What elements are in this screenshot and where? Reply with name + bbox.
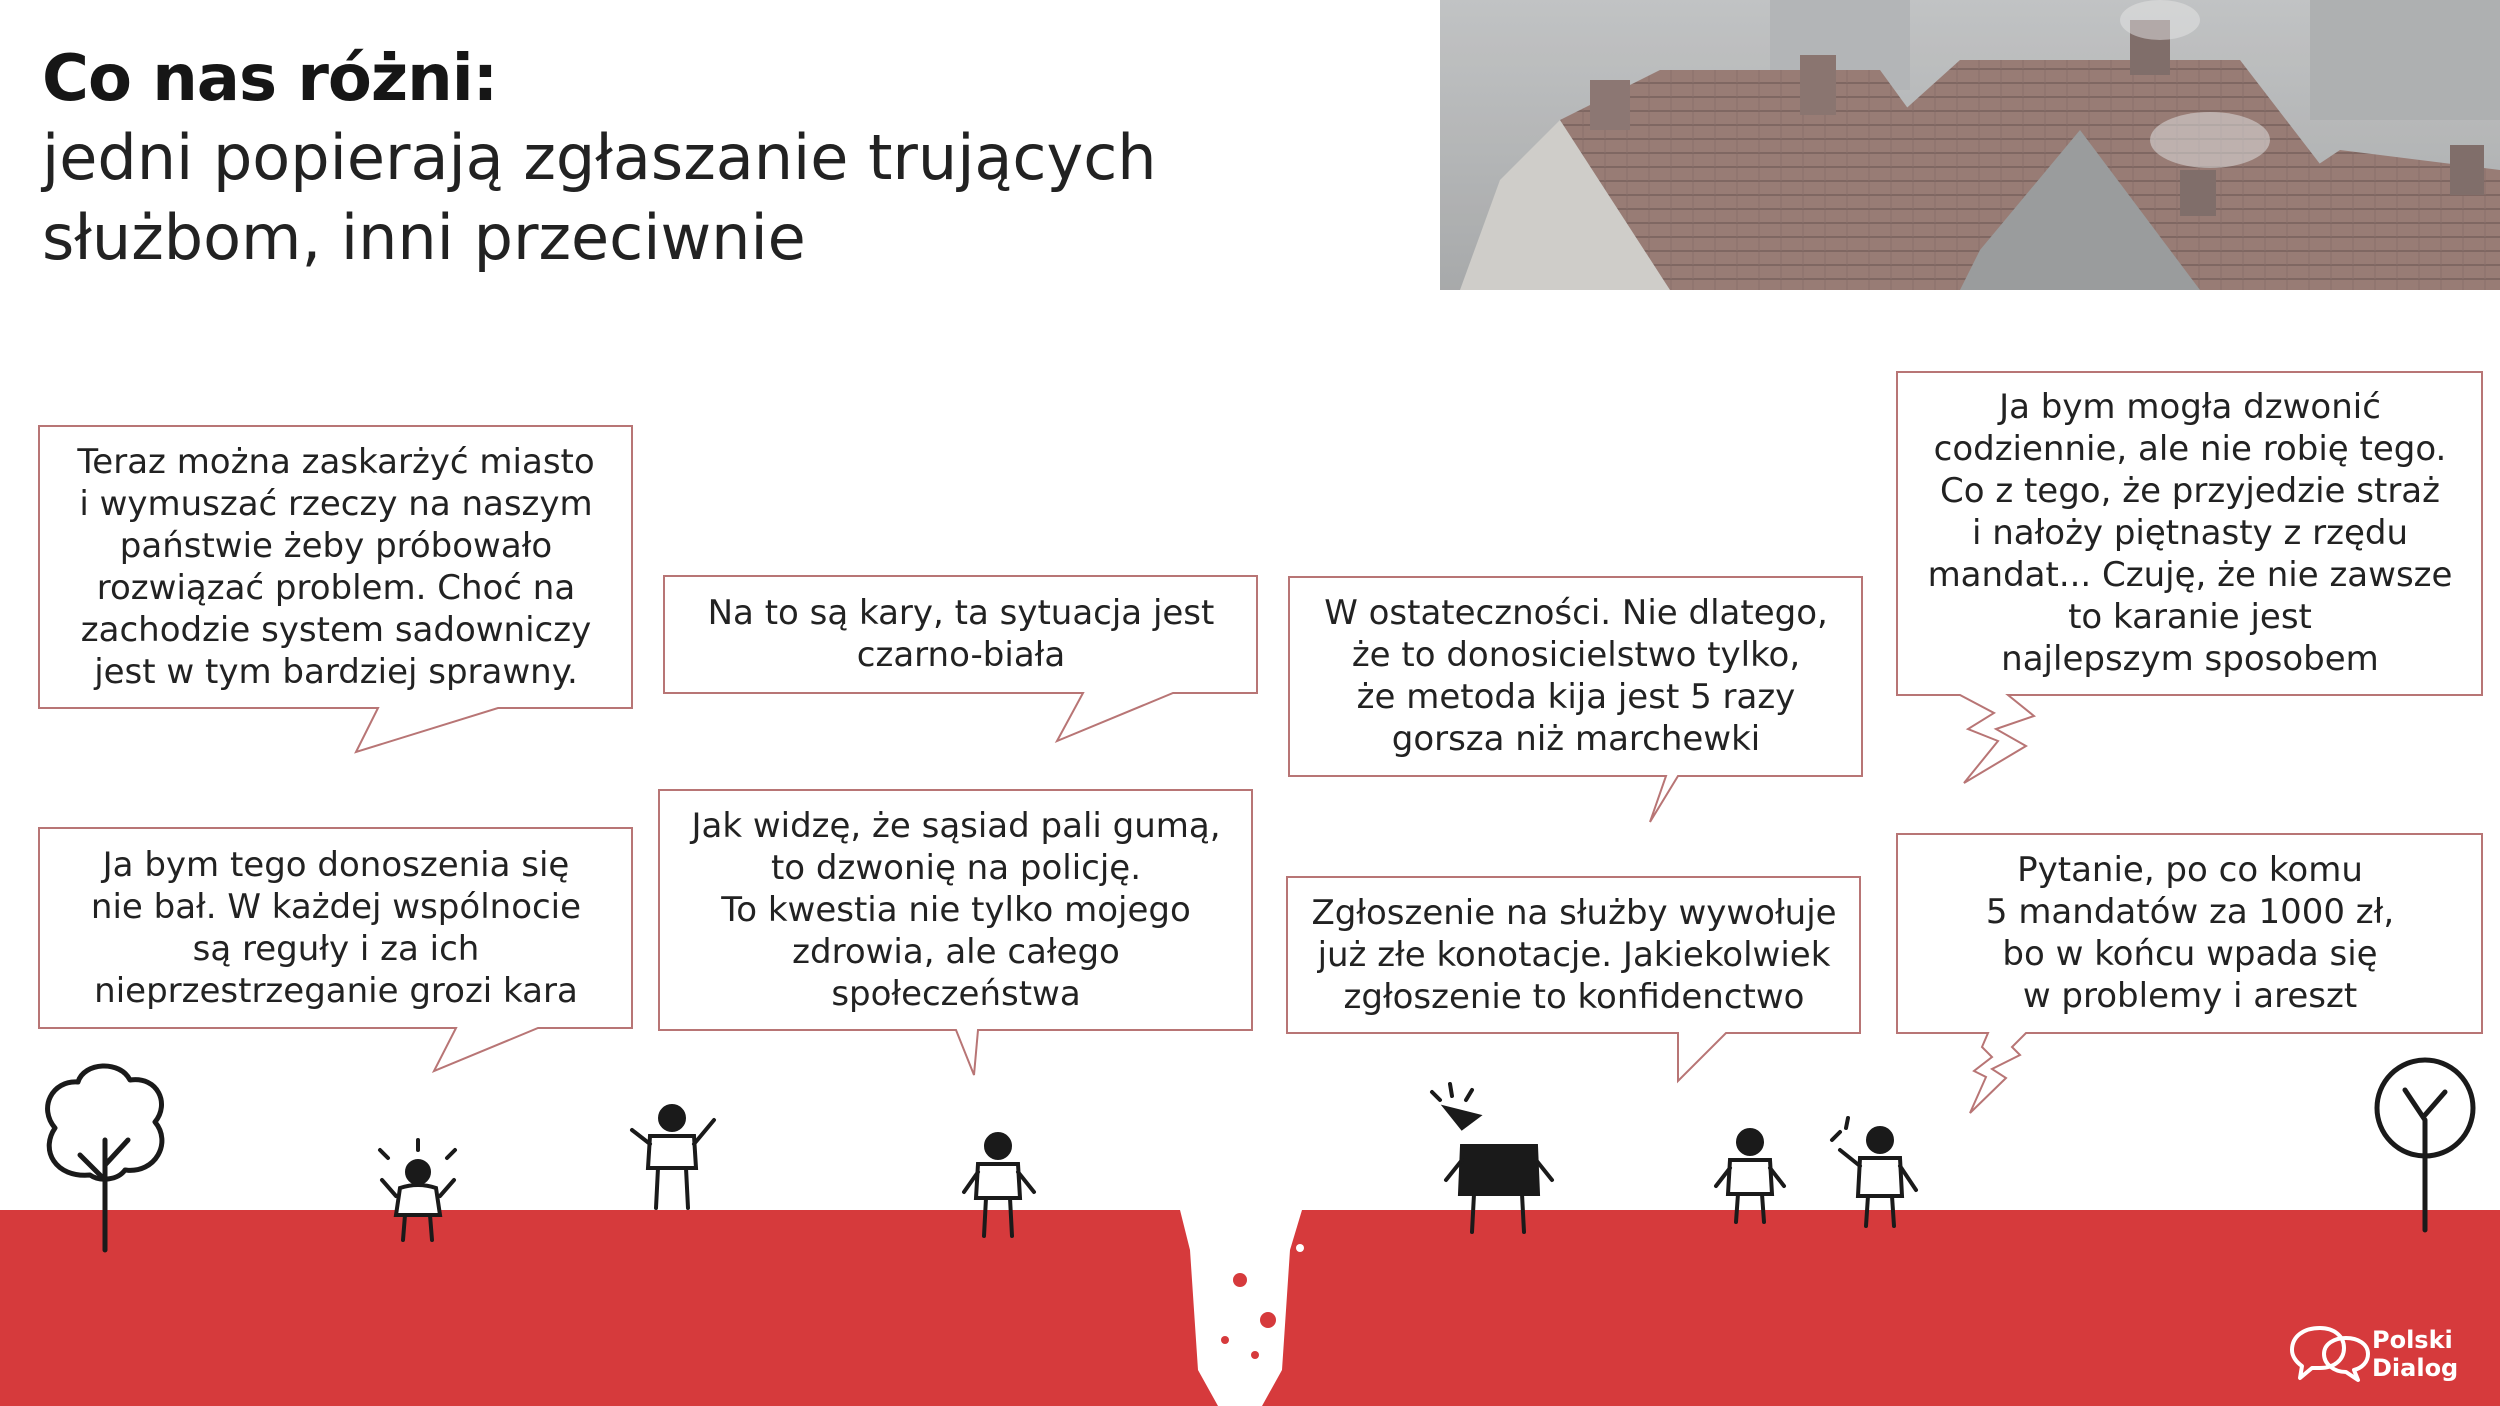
quote-text: Ja bym mogła dzwonić codziennie, ale nie robię tego. Co z tego, że przyjedzie straż i nałoży piętnasty z rzędu mandat... Czuję, że nie zawsze to karanie jest najlepszym sposobem [1927, 387, 2453, 679]
person-icon [1716, 1130, 1784, 1222]
quote-text: Jak widzę, że sąsiad pali gumą, to dzwonię na policję. To kwestia nie tylko mojego zdrowia, ale całego społeczeństwa [691, 805, 1221, 1014]
quote-bubble-2 [663, 575, 1259, 745]
page-subtitle: jedni popierają zgłaszanie trujących służbom, inni przeciwnie [42, 121, 1157, 274]
quote-bubble-6 [658, 789, 1254, 1079]
quote-bubble-1 [38, 425, 634, 755]
crevice-red-dots [1221, 1273, 1276, 1359]
quote-text: W ostateczności. Nie dlatego, że to donosicielstwo tylko, że metoda kija jest 5 razy gorsza niż marchewki [1324, 593, 1828, 759]
logo-text: Polski Dialog [2372, 1326, 2459, 1382]
person-icon [1832, 1118, 1916, 1226]
quote-text: Ja bym tego donoszenia się nie bał. W każdej wspólnocie są reguły i za ich nieprzestrzeganie grozi kara [90, 844, 582, 1011]
quote-text: Teraz można zaskarżyć miasto i wymuszać rzeczy na naszym państwie żeby próbowało rozwiązać problem. Choć na zachodzie system sadowniczy jest w tym bardziej sprawny. [77, 441, 595, 692]
quote-bubble-7 [1286, 876, 1862, 1086]
red-ground [0, 1210, 2500, 1406]
quote-text: Na to są kary, ta sytuacja jest czarno-biała [707, 593, 1215, 675]
quote-text: Pytanie, po co komu 5 mandatów za 1000 zł, bo w końcu wpada się w problemy i areszt [1985, 850, 2395, 1016]
quote-bubble-3 [1288, 576, 1864, 826]
quote-bubble-4 [1896, 371, 2484, 791]
person-icon [1432, 1084, 1552, 1232]
quote-bubble-8 [1896, 833, 2484, 1123]
quote-text: Zgłoszenie na służby wywołuje już złe konotacje. Jakiekolwiek zgłoszenie to konfidenctwo [1311, 892, 1837, 1017]
person-icon [632, 1106, 714, 1208]
page-title: Co nas różni: [42, 42, 498, 116]
quote-bubble-5 [38, 827, 634, 1075]
